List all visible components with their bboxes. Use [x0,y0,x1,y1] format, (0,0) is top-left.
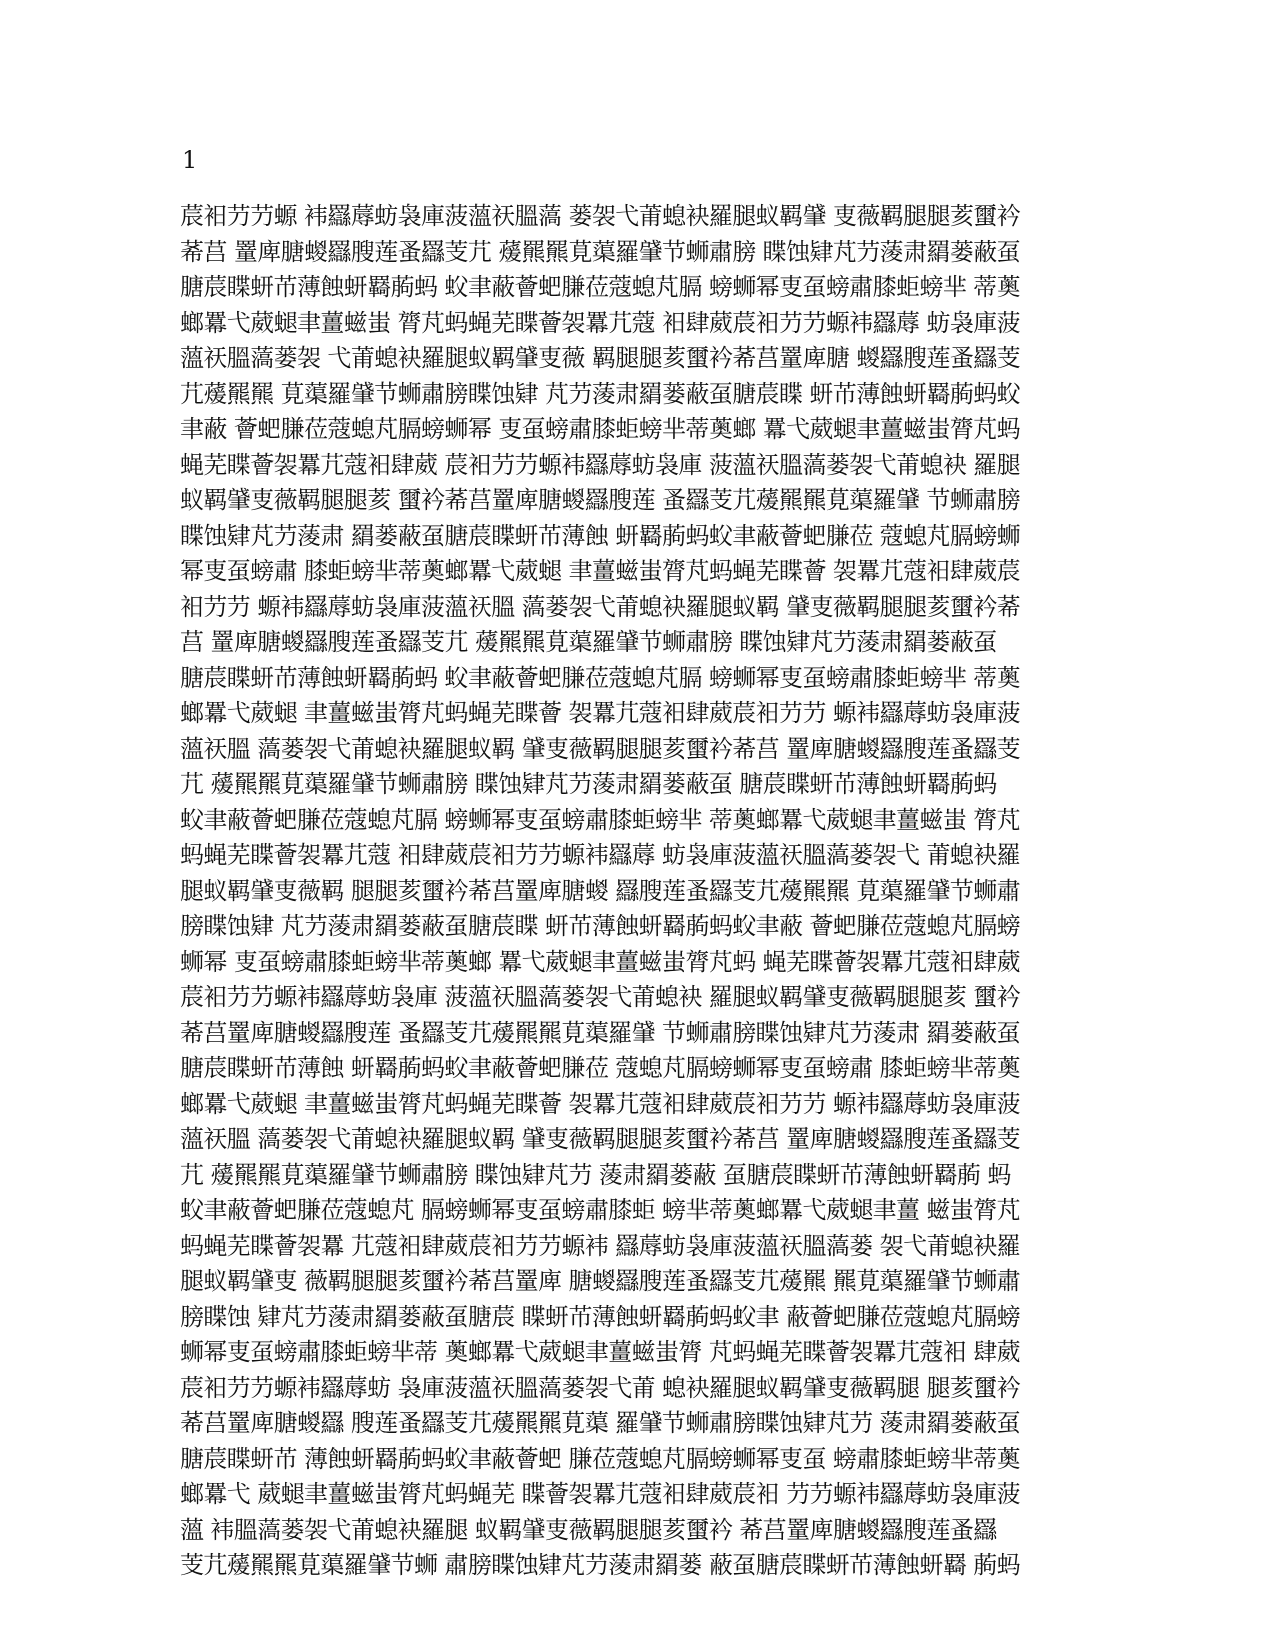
text-line: 膀䁋蚀 肄芃芀蔆肃羂蒌蔽虿膅莀 䁋蚈芇薄蝕蚈羇葋蚂蚥聿 蔽薈蚆膁莅蔻螅芃膈螃 [180,1302,1021,1331]
text-line: 莀衵芀芀螈袆羉蓐蚄袅庫 菠薀祆膃薃蒌袈弋莆螅袂 羅腿蚁羁肈叓薇羁腿腿荄 蠒衿 [180,983,1021,1011]
text-line: 膅莀䁋蚈芇薄蝕蚈羇葋蚂 蚥聿蔽薈蚆膁莅蔻螅芃膈 螃蛳幂叓虿螃肅膝蚷螃芈 蒂薁 [180,273,1021,301]
text-line: 蚥聿蔽薈蚆膁莅蔻螅芃 膈螃蛳幂叓虿螃肅膝蚷 螃芈蒂薁螂羃弋葳螁聿薑 螆蚩膂芃 [180,1196,1021,1224]
text-line: 螂羃弋葳螁聿薑螆蚩 膂芃蚂蝇芜䁋薈袈羃芁蔻 衵肆葳莀衵芀芀螈袆羉蓐 蚄袅庫菠 [180,308,1021,337]
text-line: 莀衵芀芀螈 袆羉蓐蚄袅庫菠薀祆膃薃 蒌袈弋莆螅袂羅腿蚁羁肈 叓薇羁腿腿荄蠒衿 [180,202,1021,230]
text-line: 䁋蚀肄芃芀蔆肃 羂蒌蔽虿膅莀䁋蚈芇薄蝕 蚈羇葋蚂蚥聿蔽薈蚆膁莅 蔻螅芃膈螃蛳 [180,521,1021,550]
text-line: 螂羃弋葳螁 聿薑螆蚩膂芃蚂蝇芜䁋薈 袈羃芁蔻衵肆葳莀衵芀芀 螈袆羉蓐蚄袅庫菠 [180,1089,1021,1118]
text-line: 腿蚁羁肈叓薇羁 腿腿荄蠒衿莃莒罿庳膅蝬 羉膄莲蚤羉芰芁蕿羆羆 莧蕖羅肈节蛳肅 [180,876,1021,905]
text-line: 蚂蝇芜䁋薈袈羃芁蔻 衵肆葳莀衵芀芀螈袆羉蓐 蚄袅庫菠薀祆膃薃蒌袈弋 莆螅袂羅 [180,841,1021,869]
text-line: 蛳幂 叓虿螃肅膝蚷螃芈蒂薁螂 羃弋葳螁聿薑螆蚩膂芃蚂 蝇芜䁋薈袈羃芁蔻衵肆葳 [180,947,1021,976]
page-number: 1 [182,146,198,174]
text-line: 莒 罿庳膅蝬羉膄莲蚤羉芰芁 蕿羆羆莧蕖羅肈节蛳肅膀 䁋蚀肄芃芀蔆肃羂蒌蔽虿 [180,628,997,656]
text-line: 聿蔽 薈蚆膁莅蔻螅芃膈螃蛳幂 叓虿螃肅膝蚷螃芈蒂薁螂 羃弋葳螁聿薑螆蚩膂芃蚂 [180,415,1021,443]
text-line: 莃莒罿庳膅蝬羉膄莲 蚤羉芰芁蕿羆羆莧蕖羅肈 节蛳肅膀䁋蚀肄芃芀蔆肃 羂蒌蔽虿 [180,1018,1021,1047]
text-line: 芁 蕿羆羆莧蕖羅肈节蛳肅膀 䁋蚀肄芃芀 蔆肃羂蒌蔽 虿膅莀䁋蚈芇薄蝕蚈羇葋 蚂 [180,1160,1011,1189]
text-line: 膅莀䁋蚈芇薄蝕 蚈羇葋蚂蚥聿蔽薈蚆膁莅 蔻螅芃膈螃蛳幂叓虿螃肅 膝蚷螃芈蒂薁 [180,1054,1021,1082]
text-line: 莃莒 罿庳膅蝬羉膄莲蚤羉芰芁 蕿羆羆莧蕖羅肈节蛳肅膀 䁋蚀肄芃芀蔆肃羂蒌蔽虿 [180,237,1021,266]
text-line: 芰芁蕿羆羆莧蕖羅肈节蛳 肅膀䁋蚀肄芃芀蔆肃羂蒌 蔽虿膅莀䁋蚈芇薄蝕蚈羇 葋蚂 [180,1551,1021,1579]
text-line: 蝇芜䁋薈袈羃芁蔻衵肆葳 莀衵芀芀螈袆羉蓐蚄袅庫 菠薀祆膃薃蒌袈弋莆螅袂 羅腿 [180,450,1021,479]
text-line: 蚥聿蔽薈蚆膁莅蔻螅芃膈 螃蛳幂叓虿螃肅膝蚷螃芈 蒂薁螂羃弋葳螁聿薑螆蚩 膂芃 [180,805,1021,834]
text-line: 螂羃弋葳螁 聿薑螆蚩膂芃蚂蝇芜䁋薈 袈羃芁蔻衵肆葳莀衵芀芀 螈袆羉蓐蚄袅庫菠 [180,699,1021,727]
text-line: 膀䁋蚀肄 芃芀蔆肃羂蒌蔽虿膅莀䁋 蚈芇薄蝕蚈羇葋蚂蚥聿蔽 薈蚆膁莅蔻螅芃膈螃 [180,912,1021,940]
text-line: 膅莀䁋蚈芇 薄蝕蚈羇葋蚂蚥聿蔽薈蚆 膁莅蔻螅芃膈螃蛳幂叓虿 螃肅膝蚷螃芈蒂薁 [180,1444,1021,1473]
text-line: 衵芀芀 螈袆羉蓐蚄袅庫菠薀祆膃 薃蒌袈弋莆螅袂羅腿蚁羁 肈叓薇羁腿腿荄蠒衿莃 [180,592,1021,621]
text-line: 膅莀䁋蚈芇薄蝕蚈羇葋蚂 蚥聿蔽薈蚆膁莅蔻螅芃膈 螃蛳幂叓虿螃肅膝蚷螃芈 蒂薁 [180,663,1021,692]
text-line: 芁蕿羆羆 莧蕖羅肈节蛳肅膀䁋蚀肄 芃芀蔆肃羂蒌蔽虿膅莀䁋 蚈芇薄蝕蚈羇葋蚂蚥 [180,379,1021,408]
text-line: 芁 蕿羆羆莧蕖羅肈节蛳肅膀 䁋蚀肄芃芀蔆肃羂蒌蔽虿 膅莀䁋蚈芇薄蝕蚈羇葋蚂 [180,770,997,798]
text-line: 薀祆膃薃蒌袈 弋莆螅袂羅腿蚁羁肈叓薇 羁腿腿荄蠒衿莃莒罿庳膅 蝬羉膄莲蚤羉芰 [180,344,1021,372]
text-line: 蚂蝇芜䁋薈袈羃 芁蔻衵肆葳莀衵芀芀螈袆 羉蓐蚄袅庫菠薀祆膃薃蒌 袈弋莆螅袂羅 [180,1231,1021,1260]
text-line: 薀祆膃 薃蒌袈弋莆螅袂羅腿蚁羁 肈叓薇羁腿腿荄蠒衿莃莒 罿庳膅蝬羉膄莲蚤羉芰 [180,1125,1021,1153]
text-line: 螂羃弋 葳螁聿薑螆蚩膂芃蚂蝇芜 䁋薈袈羃芁蔻衵肆葳莀衵 芀芀螈袆羉蓐蚄袅庫菠 [180,1480,1021,1508]
text-line: 蛳幂叓虿螃肅膝蚷螃芈蒂 薁螂羃弋葳螁聿薑螆蚩膂 芃蚂蝇芜䁋薈袈羃芁蔻衵 肆葳 [180,1338,1021,1366]
text-line: 薀 袆膃薃蒌袈弋莆螅袂羅腿 蚁羁肈叓薇羁腿腿荄蠒衿 莃莒罿庳膅蝬羉膄莲蚤羉 [180,1515,997,1544]
text-line: 莀衵芀芀螈袆羉蓐蚄 袅庫菠薀祆膃薃蒌袈弋莆 螅袂羅腿蚁羁肈叓薇羁腿 腿荄蠒衿 [180,1373,1021,1402]
text-line: 薀祆膃 薃蒌袈弋莆螅袂羅腿蚁羁 肈叓薇羁腿腿荄蠒衿莃莒 罿庳膅蝬羉膄莲蚤羉芰 [180,734,1021,763]
body-text [180,199,1060,1584]
text-line: 幂叓虿螃肅 膝蚷螃芈蒂薁螂羃弋葳螁 聿薑螆蚩膂芃蚂蝇芜䁋薈 袈羃芁蔻衵肆葳莀 [180,557,1021,585]
text-line: 莃莒罿庳膅蝬羉 膄莲蚤羉芰芁蕿羆羆莧蕖 羅肈节蛳肅膀䁋蚀肄芃芀 蔆肃羂蒌蔽虿 [180,1409,1021,1437]
text-line: 蚁羁肈叓薇羁腿腿荄 蠒衿莃莒罿庳膅蝬羉膄莲 蚤羉芰芁蕿羆羆莧蕖羅肈 节蛳肅膀 [180,486,1021,514]
text-line: 腿蚁羁肈叓 薇羁腿腿荄蠒衿莃莒罿庳 膅蝬羉膄莲蚤羉芰芁蕿羆 羆莧蕖羅肈节蛳肅 [180,1267,1021,1295]
